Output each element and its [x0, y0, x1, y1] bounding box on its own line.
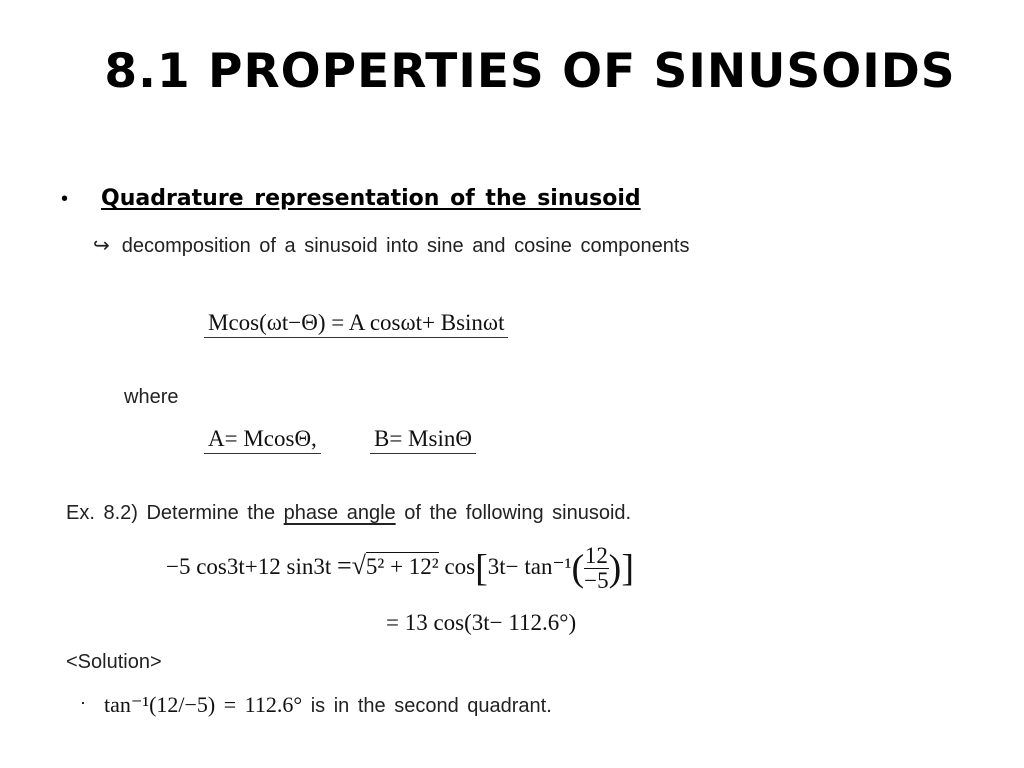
hook-arrow-icon: ↪	[93, 235, 110, 257]
example-equation-line2: = 13 cos(3t− 112.6°)	[386, 610, 577, 635]
fraction	[584, 544, 608, 593]
cos-term: cos	[444, 553, 476, 579]
left-paren: (	[571, 547, 585, 590]
bullet-marker: •	[61, 188, 69, 210]
inner-expression: 3t− tan⁻¹	[487, 553, 572, 579]
left-bracket: [	[475, 547, 488, 590]
example-prefix: Ex. 8.2) Determine the	[66, 502, 276, 524]
solution-text: is in the second quadrant.	[310, 695, 552, 717]
fraction-numerator: 12	[584, 543, 608, 568]
example-suffix: of the following sinusoid.	[404, 502, 632, 524]
definition-a: A= McosΘ,	[204, 426, 321, 454]
main-equation-lhs: Mcos(ωt−Θ)	[208, 310, 326, 335]
example-underlined-term: phase angle	[283, 502, 396, 524]
slide-title: 8.1 PROPERTIES OF SINUSOIDS	[104, 44, 956, 99]
decomposition-note	[93, 233, 689, 258]
solution-bullet: ·	[80, 692, 86, 712]
right-paren: )	[608, 547, 622, 590]
fraction-denominator: −5	[584, 568, 609, 593]
example-equation-line1	[166, 544, 634, 593]
right-bracket: ]	[621, 547, 634, 590]
definition-b: B= MsinΘ	[370, 426, 476, 454]
section-heading: Quadrature representation of the sinusoid	[101, 186, 641, 211]
solution-math: tan⁻¹(12/−5) = 112.6°	[104, 692, 303, 717]
solution-label: <Solution>	[66, 651, 162, 673]
main-equation	[204, 310, 508, 338]
radicand: 5² + 12²	[365, 553, 439, 579]
example-equation-lhs: −5 cos3t+12 sin3t	[166, 553, 332, 579]
decomposition-text: decomposition of a sinusoid into sine and cosine components	[121, 235, 690, 257]
main-equation-rhs: = A cosωt+ Bsinωt	[331, 310, 505, 335]
solution-statement	[104, 692, 552, 718]
example-prompt	[66, 502, 631, 525]
where-label: where	[124, 386, 179, 408]
sqrt-symbol: =√	[336, 550, 366, 580]
